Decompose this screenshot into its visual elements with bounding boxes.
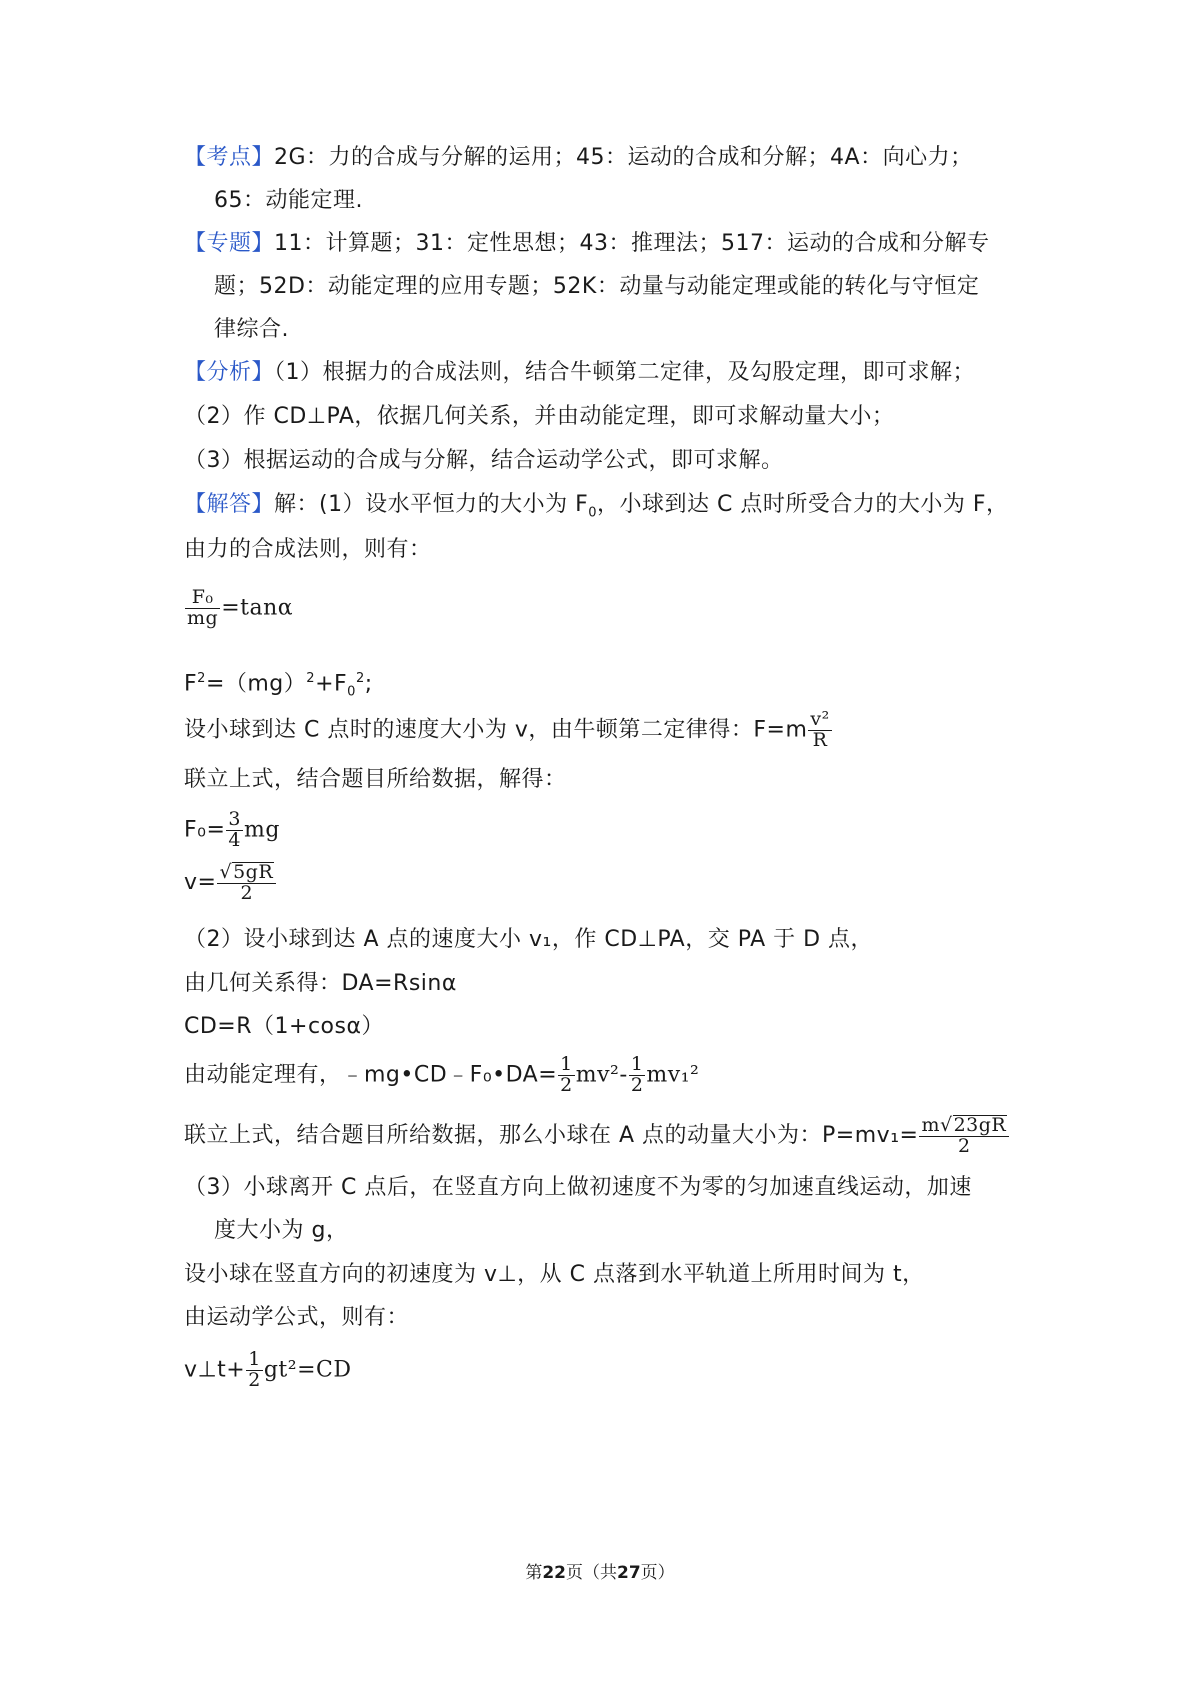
eq2-mg: =（mg） — [205, 671, 307, 697]
kaodian-text-1: 2G：力的合成与分解的运用；45：运动的合成和分解；4A：向心力； — [274, 145, 973, 170]
part2-line-2: 由几何关系得：DA=Rsinα — [184, 971, 457, 996]
frac-numerator: 1 — [248, 1348, 261, 1370]
frac-numerator: 3 — [228, 808, 242, 830]
fenxi-text-1: （1）根据力的合成法则，结合牛顿第二定律，及勾股定理，即可求解； — [274, 360, 976, 385]
kaodian-line-1 — [184, 143, 973, 173]
frac-denominator: mg — [187, 606, 219, 629]
eq2-sup1: 2 — [197, 671, 206, 686]
jieda-text-1: 解：(1）设水平恒力的大小为 F — [274, 492, 589, 517]
fraction-half-2 — [629, 1055, 646, 1096]
part3-line-4: 由运动学公式，则有： — [184, 1305, 410, 1330]
energy-mv2: mv² — [575, 1062, 620, 1088]
energy-mv1: mv₁² — [646, 1062, 700, 1088]
page-footer — [0, 1558, 1200, 1583]
fenxi-line-3: （3）根据运动的合成与分解，结合运动学公式，即可求解。 — [184, 448, 784, 473]
fenxi-tag: 【分析】 — [184, 360, 275, 385]
fraction-half-3 — [246, 1350, 263, 1391]
newton-text: 设小球到达 C 点时的速度大小为 v，由牛顿第二定律得：F=m — [184, 717, 808, 743]
part2-line-3: CD=R（1+cosα） — [184, 1014, 384, 1039]
eq5-rhs: gt²=CD — [263, 1357, 352, 1383]
zhuanti-line-3: 律综合. — [214, 317, 289, 342]
fraction-3-4 — [226, 810, 243, 851]
zhuanti-line-2: 题；52D：动能定理的应用专题；52K：动量与动能定理或能的转化与守恒定 — [214, 274, 980, 299]
zhuanti-tag: 【专题】 — [184, 231, 275, 256]
jieda-tag: 【解答】 — [184, 492, 275, 517]
frac-numerator: v² — [810, 708, 830, 730]
frac-numerator: 1 — [560, 1053, 573, 1075]
frac-denominator: 2 — [240, 881, 254, 904]
eq2-f: F — [184, 671, 198, 697]
part2-line-1: （2）设小球到达 A 点的速度大小 v₁，作 CD⊥PA，交 PA 于 D 点， — [184, 927, 874, 952]
momentum-m: m — [921, 1114, 940, 1136]
jieda-line-2: 由力的合成法则，则有： — [184, 537, 432, 562]
fraction-half-1 — [558, 1055, 575, 1096]
fraction-momentum — [919, 1115, 1009, 1157]
equation-v — [184, 862, 277, 904]
footer-mid: 页（共 — [566, 1563, 617, 1583]
fraction-v2-r — [808, 710, 831, 751]
kaodian-tag: 【考点】 — [184, 145, 275, 170]
frac-denominator: 2 — [958, 1134, 971, 1157]
part2-line-5 — [184, 1115, 1010, 1157]
frac-denominator: 2 — [630, 1073, 644, 1096]
part2-line-4 — [184, 1055, 699, 1096]
frac-denominator: 2 — [560, 1073, 573, 1096]
zhuanti-line-1 — [184, 229, 990, 259]
equation-tan — [184, 588, 293, 629]
jieda-text-1b: ，小球到达 C 点时所受合力的大小为 F， — [597, 492, 1009, 517]
part3-line-2: 度大小为 g， — [214, 1218, 349, 1243]
jieda-sub: 0 — [588, 505, 598, 521]
frac-numerator: √5gR — [217, 862, 276, 884]
footer-prefix: 第 — [525, 1563, 543, 1583]
part3-line-3: 设小球在竖直方向的初速度为 v⊥，从 C 点落到水平轨道上所用时间为 t， — [184, 1262, 925, 1287]
energy-minus: - — [619, 1062, 628, 1088]
frac-denominator: R — [812, 728, 828, 751]
page-total: 27 — [617, 1563, 641, 1583]
frac-denominator: 2 — [248, 1368, 261, 1391]
frac-numerator: 1 — [630, 1053, 644, 1075]
newton-line — [184, 710, 833, 751]
fraction-f0-mg — [185, 588, 220, 629]
eq3-rhs: mg — [244, 817, 280, 843]
eq4-lhs: v= — [184, 869, 217, 895]
fenxi-line-1 — [184, 358, 975, 388]
jieda-line-1 — [184, 490, 1009, 528]
eq2-sup3: 2 — [355, 671, 365, 686]
frac-denominator: 4 — [228, 828, 242, 851]
eq2-semicolon: ; — [364, 671, 373, 697]
sqrt-radicand: 5gR — [233, 861, 274, 883]
momentum-text: 联立上式，结合题目所给数据，那么小球在 A 点的动量大小为：P=mv₁= — [184, 1122, 919, 1148]
footer-suffix: 页） — [640, 1563, 675, 1583]
eq2-sub0: 0 — [347, 684, 356, 700]
equation-pythagoras — [184, 664, 373, 708]
energy-text: 由动能定理有，﹣mg•CD﹣F₀•DA= — [184, 1062, 558, 1088]
page-number: 22 — [542, 1563, 566, 1583]
frac-numerator: F₀ — [185, 588, 220, 609]
eq2-plus-f: +F — [315, 671, 348, 697]
eq2-sup2: 2 — [306, 671, 316, 686]
equation-rhs: =tanα — [221, 595, 294, 621]
kaodian-line-2: 65：动能定理. — [214, 188, 363, 213]
lianli-line-1: 联立上式，结合题目所给数据，解得： — [184, 767, 567, 792]
fraction-sqrt5gr-2 — [217, 862, 276, 904]
zhuanti-text-1: 11：计算题；31：定性思想；43：推理法；517：运动的合成和分解专 — [274, 231, 990, 256]
eq5-lhs: v⊥t+ — [184, 1357, 246, 1383]
eq3-lhs: F₀= — [184, 817, 226, 843]
equation-kinematics — [184, 1350, 352, 1391]
equation-f0 — [184, 810, 280, 851]
sqrt-radicand: 23gR — [953, 1114, 1007, 1136]
frac-numerator: m√23gR — [919, 1115, 1009, 1137]
fenxi-line-2: （2）作 CD⊥PA，依据几何关系，并由动能定理，即可求解动量大小； — [184, 404, 895, 429]
part3-line-1: （3）小球离开 C 点后，在竖直方向上做初速度不为零的匀加速直线运动，加速 — [184, 1175, 972, 1200]
